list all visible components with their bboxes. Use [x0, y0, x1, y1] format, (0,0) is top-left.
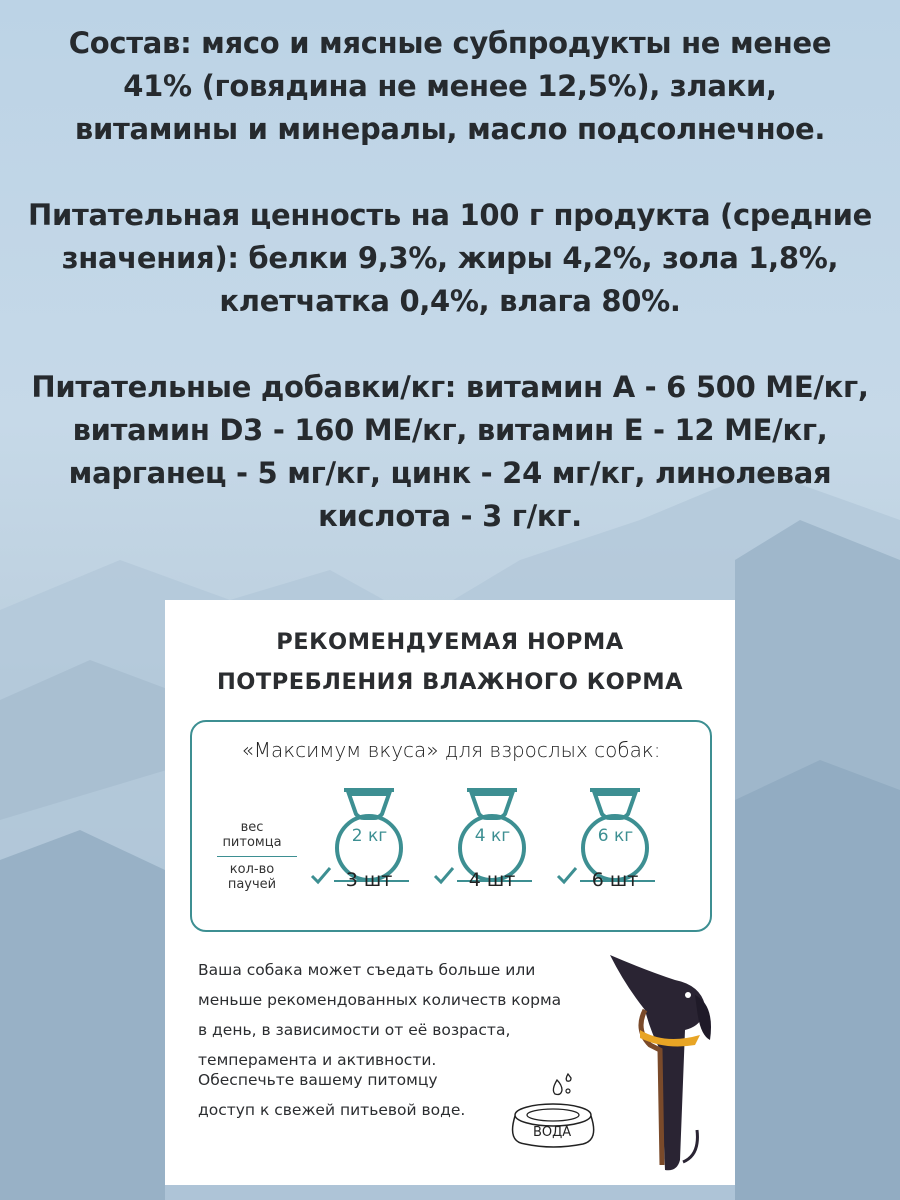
- additives-paragraph: Питательные добавки/кг: витамин А - 6 500 МЕ/кг, витамин D3 - 160 МЕ/кг, витамин Е - 12 МЕ/кг, марганец - 5 мг/кг, цинк - 24 мг/кг, линолевая кислота - 3 г/кг.: [31, 370, 869, 533]
- weight-label: вес питомца: [222, 820, 282, 850]
- feeding-norm-card: [165, 600, 735, 1185]
- table-heading: «Максимум вкуса» для взрослых собак:: [241, 738, 661, 762]
- count-value: 6 шт: [591, 869, 639, 891]
- composition-paragraph: Состав: мясо и мясные субпродукты не менее 41% (говядина не менее 12,5%), злаки, витамины и минералы, масло подсолнечное.: [68, 26, 832, 146]
- card-title: [165, 622, 735, 702]
- weight-value: 2 кг: [351, 826, 388, 846]
- nutrition-paragraph: Питательная ценность на 100 г продукта (средние значения): белки 9,3%, жиры 4,2%, зола 1,8%, клетчатка 0,4%, влага 80%.: [28, 198, 872, 318]
- card-title-line: ПОТРЕБЛЕНИЯ ВЛАЖНОГО КОРМА: [216, 669, 684, 695]
- divider: [217, 856, 297, 857]
- feeding-note: Ваша собака может съедать больше или меньше рекомендованных количеств корма в день, в зависимости от её возраста, темперамента и активности.: [198, 961, 562, 1069]
- count-value: 3 шт: [345, 869, 393, 891]
- card-title-line: РЕКОМЕНДУЕМАЯ НОРМА: [276, 629, 624, 655]
- count-value: 4 шт: [468, 869, 516, 891]
- composition-text: [0, 22, 900, 581]
- count-label: кол-во паучей: [227, 862, 277, 892]
- weight-value: 4 кг: [474, 826, 511, 846]
- bowl-label: ВОДА: [533, 1125, 572, 1140]
- weight-value: 6 кг: [597, 826, 634, 846]
- dachshund-illustration: [605, 950, 725, 1175]
- feeding-table: [190, 720, 712, 932]
- water-note: Обеспечьте вашему питомцу доступ к свежей питьевой воде.: [198, 1071, 466, 1119]
